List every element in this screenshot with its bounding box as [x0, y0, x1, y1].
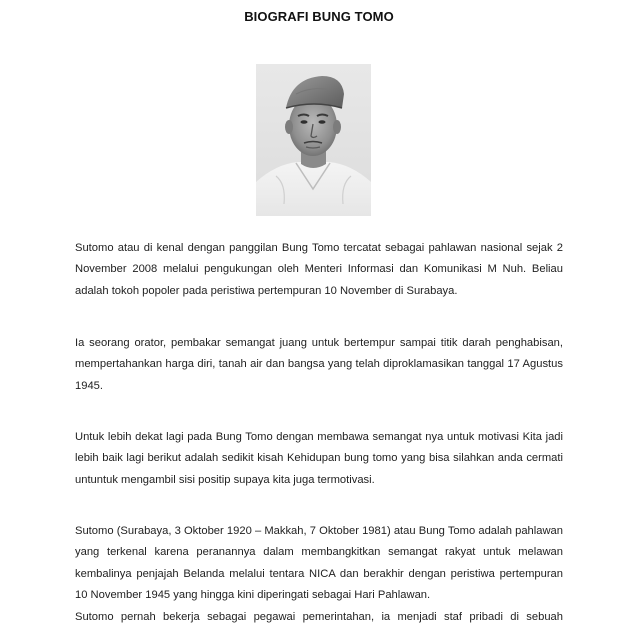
document-title: BIOGRAFI BUNG TOMO: [244, 9, 394, 24]
paragraph-line: untuntuk mengambil sisi positip supaya kita juga termotivasi.: [75, 473, 375, 486]
portrait-illustration: [256, 64, 371, 216]
paragraph-line: lebih baik lagi berikut adalah sedikit kisah Kehidupan bung tomo yang bisa silahkan anda cermati: [75, 452, 563, 465]
paragraph-line: Sutomo atau di kenal dengan panggilan Bung Tomo tercatat sebagai pahlawan nasional sejak 2: [75, 242, 563, 254]
paragraph-line: November 2008 melalui pengukungan oleh Menteri Informasi dan Komunikasi M Nuh. Beliau: [75, 263, 563, 276]
paragraph-5: [75, 607, 563, 628]
paragraph-line: kembalinya penjajah Belanda melalui tentara NICA dan berakhir dengan peristiwa pertempuran: [75, 567, 563, 580]
paragraph-line: Sutomo pernah bekerja sebagai pegawai pemerintahan, ia menjadi staf pribadi di sebuah: [75, 611, 563, 623]
paragraph-4: [75, 521, 563, 606]
paragraph-1: [75, 238, 563, 302]
paragraph-line: 1945.: [75, 379, 103, 392]
paragraph-line: yang terkenal karena peranannya dalam membangkitkan semangat rakyat untuk melawan: [75, 546, 563, 559]
paragraph-line: mempertahankan harga diri, tanah air dan bangsa yang telah diproklamasikan tanggal 17 Agustus: [75, 358, 563, 371]
paragraph-3: [75, 427, 563, 491]
paragraph-line: adalah tokoh popoler pada peristiwa pertempuran 10 November di Surabaya.: [75, 284, 458, 297]
portrait-photo: [256, 64, 371, 216]
paragraph-2: [75, 333, 563, 397]
paragraph-line: Sutomo (Surabaya, 3 Oktober 1920 – Makkah, 7 Oktober 1981) atau Bung Tomo adalah pahlawan: [75, 525, 563, 537]
paragraph-line: Untuk lebih dekat lagi pada Bung Tomo dengan membawa semangat nya untuk motivasi Kita jadi: [75, 431, 563, 443]
paragraph-line: Ia seorang orator, pembakar semangat juang untuk bertempur sampai titik darah penghabisan,: [75, 337, 563, 349]
paragraph-line: 10 November 1945 yang hingga kini diperingati sebagai Hari Pahlawan.: [75, 588, 431, 601]
